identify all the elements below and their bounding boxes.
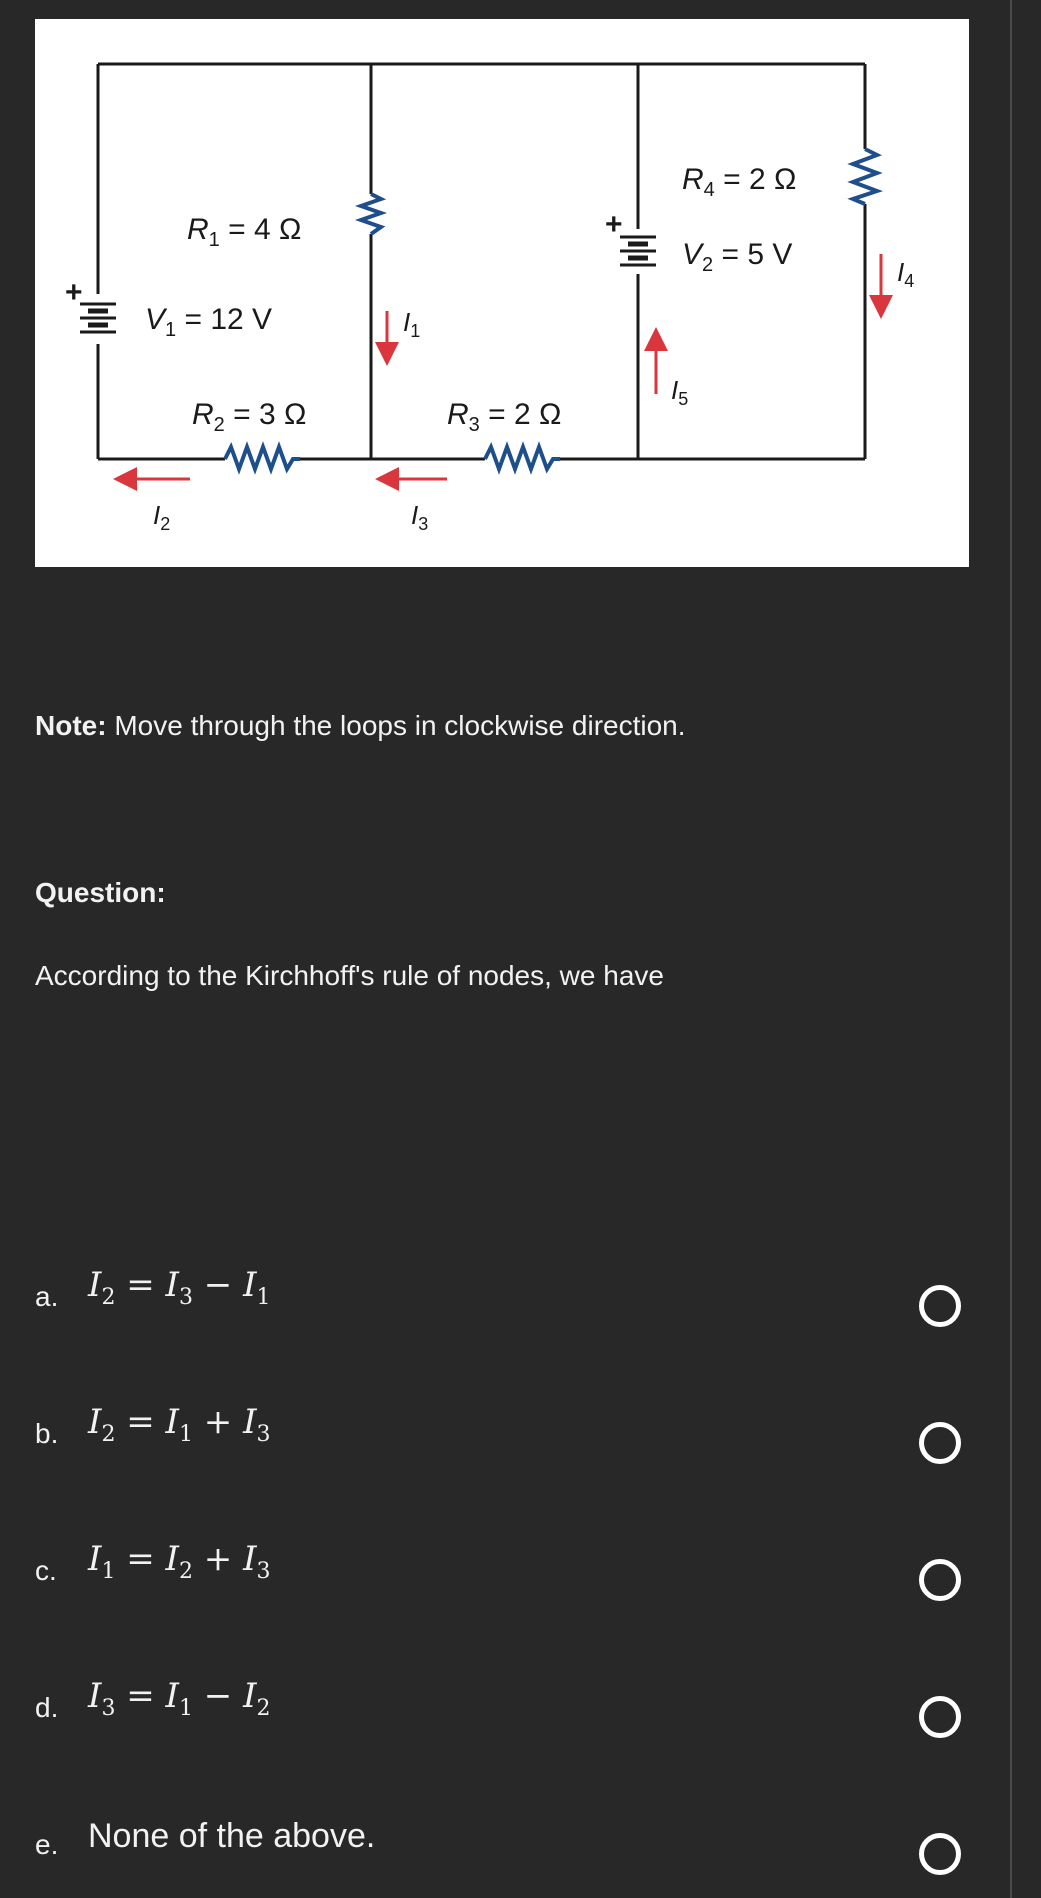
note-text bbox=[35, 708, 686, 744]
note-label: Note: bbox=[35, 710, 107, 741]
option-formula: $I_2 = I_1 + I_3$ bbox=[88, 1402, 271, 1447]
question-text: According to the Kirchhoff's rule of nodes, we have bbox=[35, 960, 664, 991]
label-i3: $I_3$ bbox=[411, 500, 429, 534]
option-c[interactable] bbox=[0, 1539, 1000, 1629]
radio-button-a[interactable] bbox=[919, 1285, 961, 1327]
battery-v1 bbox=[80, 304, 116, 332]
option-e[interactable] bbox=[0, 1813, 1000, 1893]
question-heading: Question: bbox=[35, 877, 166, 908]
label-i4: $I_4$ bbox=[897, 257, 915, 291]
option-a[interactable] bbox=[0, 1265, 1000, 1355]
note-body: Move through the loops in clockwise direction. bbox=[106, 710, 686, 741]
option-text: None of the above. bbox=[88, 1817, 376, 1855]
resistor-r4 bbox=[853, 149, 877, 204]
scrollbar-track[interactable] bbox=[1010, 0, 1012, 1898]
label-r4: $R_4 = 2$ Ω bbox=[682, 163, 797, 201]
option-letter: b. bbox=[35, 1418, 59, 1449]
option-b[interactable] bbox=[0, 1402, 1000, 1492]
radio-button-c[interactable] bbox=[919, 1559, 961, 1601]
label-v1: $V_1 = 12$ V bbox=[145, 303, 273, 341]
label-i2: $I_2$ bbox=[153, 500, 171, 534]
option-letter: e. bbox=[35, 1829, 59, 1860]
option-formula: $I_3 = I_1 - I_2$ bbox=[88, 1676, 271, 1721]
circuit-diagram bbox=[35, 19, 969, 567]
label-v2: $V_2 = 5$ V bbox=[682, 238, 793, 276]
label-r2: $R_2 = 3$ Ω bbox=[192, 398, 307, 436]
label-i1: $I_1$ bbox=[403, 307, 421, 341]
radio-button-b[interactable] bbox=[919, 1422, 961, 1464]
option-formula: $I_2 = I_3 - I_1$ bbox=[88, 1265, 271, 1310]
label-i5: $I_5$ bbox=[671, 375, 689, 409]
radio-button-e[interactable] bbox=[919, 1833, 961, 1875]
current-arrows bbox=[125, 254, 881, 479]
plus-sign-v1: + bbox=[65, 276, 83, 309]
resistor-r1 bbox=[361, 194, 381, 234]
label-r1: $R_1 = 4$ Ω bbox=[187, 213, 302, 251]
resistor-r2 bbox=[225, 447, 300, 469]
option-formula: $I_1 = I_2 + I_3$ bbox=[88, 1539, 271, 1584]
option-d[interactable] bbox=[0, 1676, 1000, 1766]
option-letter: d. bbox=[35, 1692, 59, 1723]
battery-v2 bbox=[620, 237, 656, 265]
resistor-r3 bbox=[485, 447, 560, 469]
plus-sign-v2: + bbox=[605, 208, 623, 241]
circuit-svg bbox=[35, 19, 969, 567]
radio-button-d[interactable] bbox=[919, 1696, 961, 1738]
label-r3: $R_3 = 2$ Ω bbox=[447, 398, 562, 436]
option-letter: c. bbox=[35, 1555, 57, 1586]
option-letter: a. bbox=[35, 1281, 59, 1312]
